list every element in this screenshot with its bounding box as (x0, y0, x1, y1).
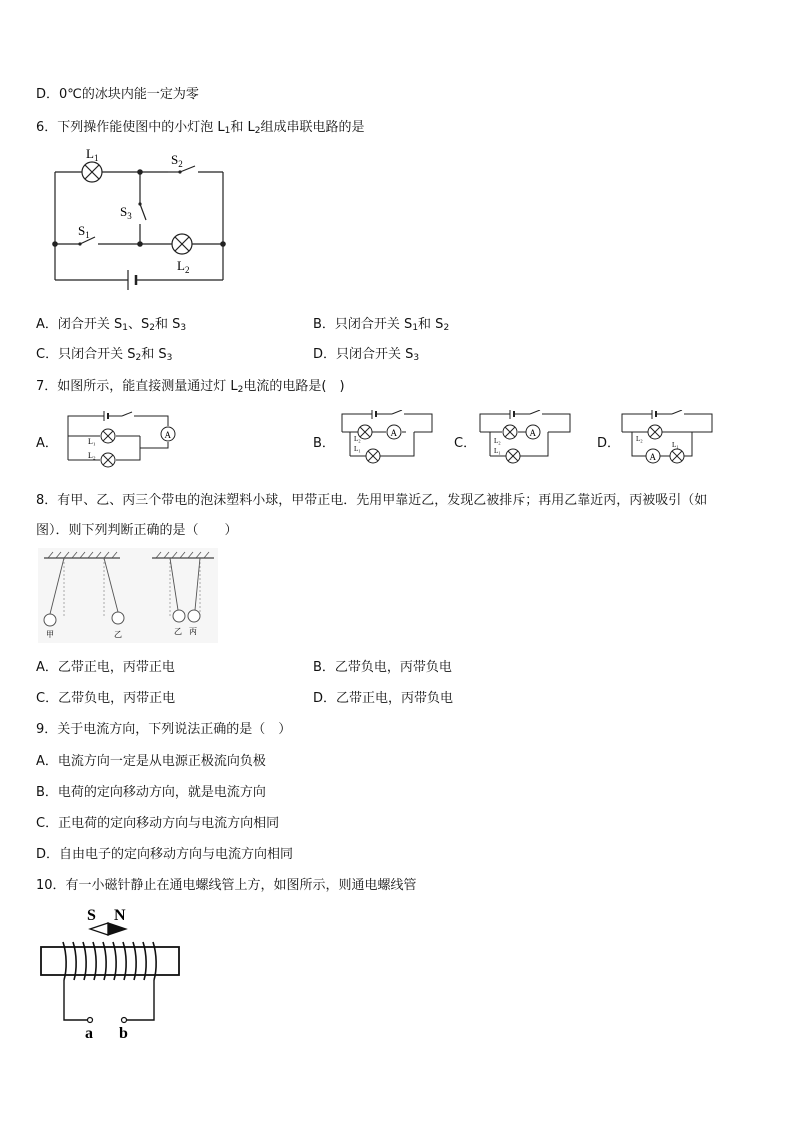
ammeter-b-label: A (390, 428, 397, 438)
q6-a-s2: 2 (149, 323, 156, 333)
lamp-l1-icon (82, 162, 102, 182)
ammeter-d-label: A (649, 452, 656, 462)
label-bing: 丙 (189, 627, 197, 636)
q6-stem-sub2: 2 (254, 126, 261, 136)
q8-stem-line1: 8．有甲、乙、丙三个带电的泡沫塑料小球，甲带正电．先用甲靠近乙，发现乙被排斥；再用乙靠近丙，丙被吸引（如 (36, 493, 708, 508)
ammeter-a-label: A (164, 430, 171, 440)
label-s3: $S_3$ (120, 204, 132, 221)
q6-a-sep: 、S (128, 317, 150, 332)
q7-circuit-b (340, 410, 438, 466)
q6-c-pre: C．只闭合开关 S (36, 347, 136, 362)
q5-option-d: D．0℃的冰块内能一定为零 (36, 87, 199, 102)
q8-option-a: A．乙带正电，丙带正电 (36, 660, 175, 675)
ball-jia (44, 614, 56, 626)
q7-circuit-a (64, 408, 184, 470)
label-l2: $L_2$ (177, 258, 190, 275)
q6-circuit-diagram (40, 142, 240, 292)
q6-d-s3: 3 (413, 353, 420, 363)
needle-s-label: S (87, 907, 96, 924)
q7b-l2-label: L₂ (354, 435, 361, 443)
compass-needle-icon (90, 923, 126, 935)
q7-stem-pre: 7．如图所示，能直接测量通过灯 L (36, 379, 238, 394)
q7d-l2-label: L₂ (636, 435, 643, 443)
ball-yi-right (173, 610, 185, 622)
q7-stem (36, 375, 345, 395)
q7-circuit-c (478, 410, 576, 466)
q6-stem-mid: 和 L (230, 120, 255, 135)
q6-c-s3: 3 (166, 353, 173, 363)
q7b-l1-label: L₁ (354, 445, 361, 453)
label-s1: $S_1$ (78, 223, 90, 240)
label-yi-right: 乙 (174, 627, 182, 636)
q6-stem-pre: 6．下列操作能使图中的小灯泡 L (36, 120, 225, 135)
q6-a-pre: A．闭合开关 S (36, 317, 123, 332)
label-jia: 甲 (46, 630, 54, 639)
label-l1: $L_1$ (86, 146, 99, 163)
ball-yi-left (112, 612, 124, 624)
q6-a-s1: 1 (122, 323, 129, 333)
q6-c-mid: 和 S (141, 347, 167, 362)
q6-stem-post: 组成串联电路的是 (260, 120, 365, 135)
q9-option-b: B．电荷的定向移动方向，就是电流方向 (36, 785, 266, 800)
terminal-a-label: a (85, 1025, 93, 1042)
q7-letter-a: A． (36, 436, 58, 451)
q8-option-c: C．乙带负电，丙带正电 (36, 691, 176, 706)
q7a-l2-label: L₂ (88, 451, 96, 460)
q7-letter-c: C． (454, 436, 477, 451)
q6-option-a (36, 313, 186, 333)
q6-b-pre: B．只闭合开关 S (313, 317, 413, 332)
solenoid-core (41, 947, 179, 975)
q6-a-s3: 3 (180, 323, 187, 333)
q6-b-s1: 1 (412, 323, 419, 333)
q8-stem-line2: 图）．则下列判断正确的是（ ） (36, 523, 238, 538)
q7d-l1-label: L₁ (672, 441, 679, 449)
q6-option-b (313, 313, 449, 333)
q6-option-c (36, 343, 172, 363)
q6-b-s2: 2 (443, 323, 450, 333)
q7-letter-d: D． (597, 436, 621, 451)
q7a-l1-label: L₁ (88, 437, 96, 446)
q7-stem-sub: 2 (237, 385, 244, 395)
terminal-b-label: b (119, 1025, 128, 1042)
q9-option-a: A．电流方向一定是从电源正极流向负极 (36, 754, 266, 769)
q6-a-mid: 和 S (155, 317, 181, 332)
q9-option-d: D．自由电子的定向移动方向与电流方向相同 (36, 847, 294, 862)
q6-option-d (313, 343, 419, 363)
q8-option-b: B．乙带负电，丙带负电 (313, 660, 452, 675)
q9-stem: 9．关于电流方向，下列说法正确的是（ ） (36, 722, 292, 737)
q8-charged-balls-figure (38, 548, 218, 643)
q6-stem-sub1: 1 (224, 126, 231, 136)
lamp-l2-icon (172, 234, 192, 254)
q7-letter-b: B． (313, 436, 335, 451)
q7c-l1-label: L₁ (494, 447, 501, 455)
needle-n-label: N (114, 907, 126, 924)
ammeter-c-label: A (529, 428, 536, 438)
q9-option-c: C．正电荷的定向移动方向与电流方向相同 (36, 816, 280, 831)
label-yi-left: 乙 (114, 630, 122, 639)
q6-b-mid: 和 S (418, 317, 444, 332)
q10-solenoid-figure (36, 902, 196, 1044)
q8-option-d: D．乙带正电，丙带负电 (313, 691, 454, 706)
label-s2: $S_2$ (171, 152, 183, 169)
q7-circuit-d (620, 410, 718, 466)
q7-stem-post: 电流的电路是( ) (243, 379, 345, 394)
q7c-l2-label: L₂ (494, 437, 501, 445)
q6-c-s2: 2 (135, 353, 142, 363)
ball-bing (188, 610, 200, 622)
q6-stem (36, 116, 365, 136)
q10-stem: 10．有一小磁针静止在通电螺线管上方，如图所示，则通电螺线管 (36, 878, 417, 893)
q6-d-pre: D．只闭合开关 S (313, 347, 414, 362)
